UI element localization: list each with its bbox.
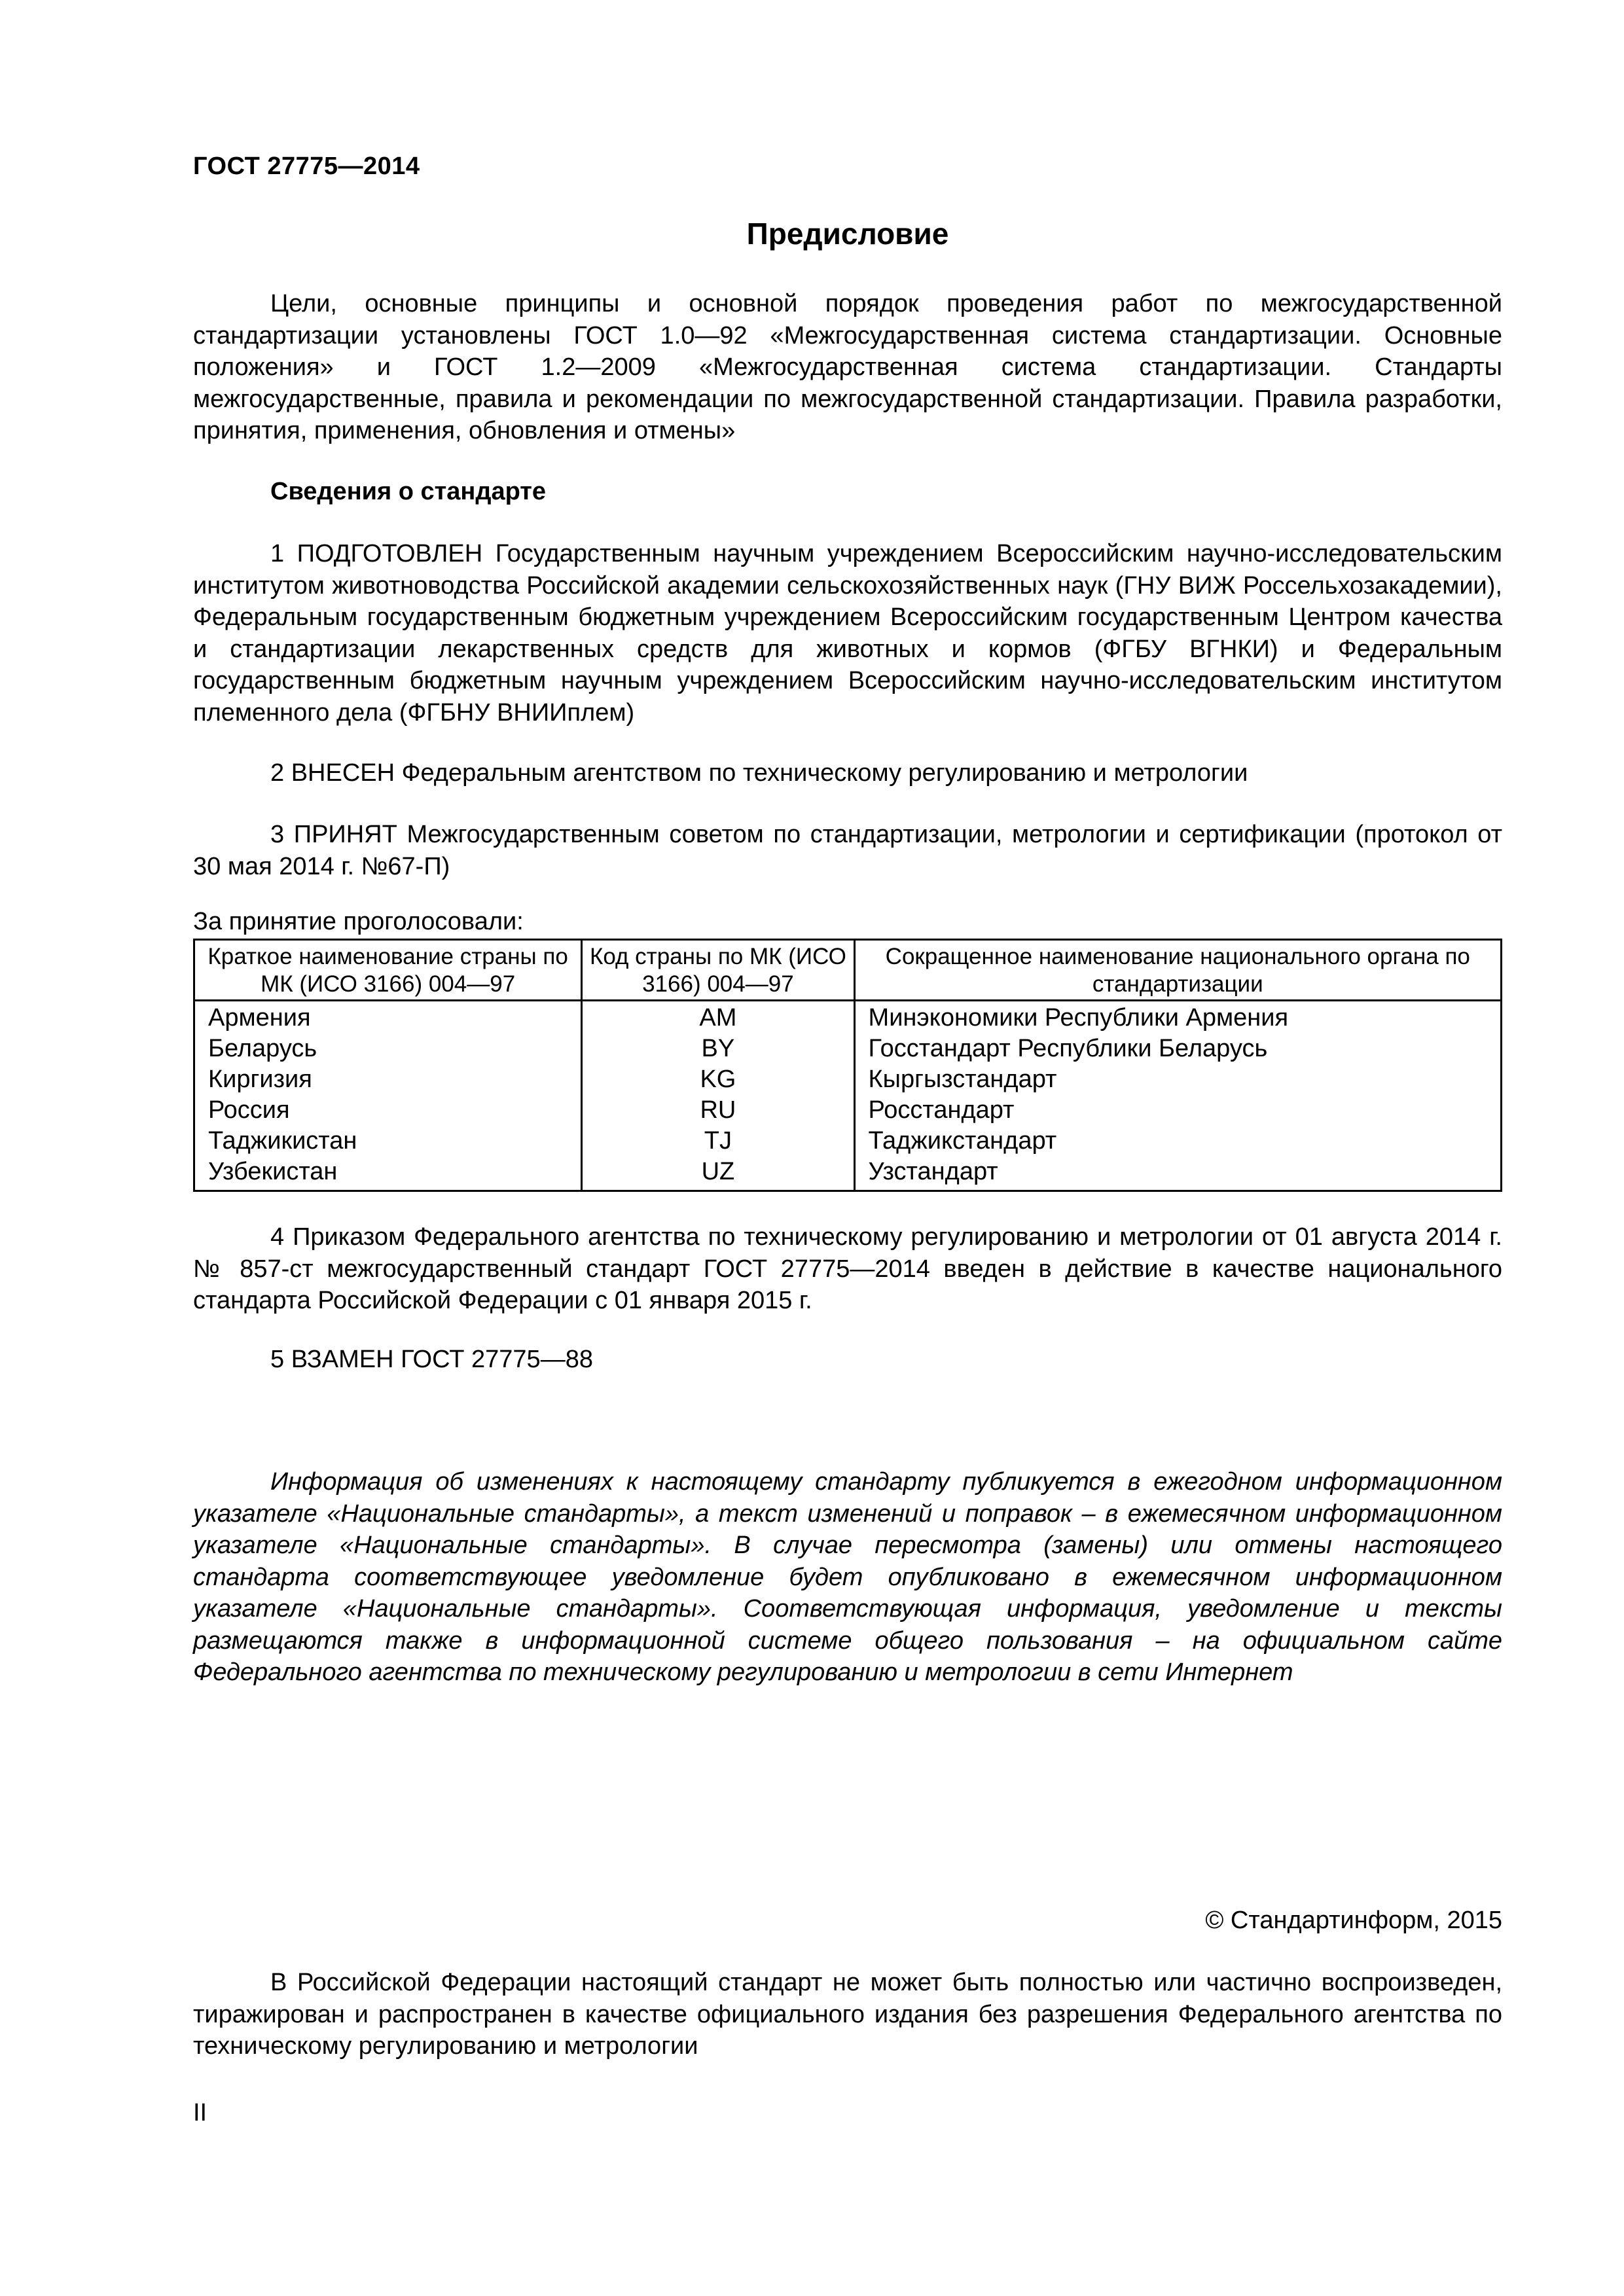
table-row [194, 1157, 1502, 1191]
document-page [193, 0, 1502, 2296]
standard-info-heading: Сведения о стандарте [270, 478, 547, 505]
table-row [194, 1126, 1502, 1157]
table-row [194, 1064, 1502, 1095]
changes-notice: Информация об изменениях к настоящему стандарту публикуется в ежегодном информационном указателе «Национальные стандарты», а текст изменений и поправок – в ежемесячном информационном указателе «Национальные стандарты». В случае пересмотра (замены) или отмены настоящего стандарта соответствующее уведомление будет опубликовано в ежемесячном информационном указателе «Национальные стандарты». Соответствующая информация, уведомление и тексты размещаются также в информационной системе общего пользования – на официальном сайте Федерального агентства по техническому регулированию и метрологии в сети Интернет [193, 1468, 1502, 1686]
intro-paragraph: Цели, основные принципы и основной порядок проведения работ по межгосударственной стандартизации установлены ГОСТ 1.0—92 «Межгосударственная система стандартизации. Основные положения» и ГОСТ 1.2—2009 «Межгосударственная система стандартизации. Стандарты межгосударственные, правила и рекомендации по межгосударственной стандартизации. Правила разработки, принятия, применения, обновления и отмены» [193, 290, 1502, 444]
country-code: RU [582, 1095, 854, 1126]
country-code: KG [582, 1064, 854, 1095]
document-code: ГОСТ 27775—2014 [193, 152, 420, 180]
voting-table [193, 939, 1502, 1192]
page-title: Предисловие [746, 217, 949, 251]
standard-info-item-2: 2 ВНЕСЕН Федеральным агентством по техническому регулированию и метрологии [270, 759, 1248, 787]
country-code: AM [582, 1001, 854, 1034]
standard-info-item-3: 3 ПРИНЯТ Межгосударственным советом по стандартизации, метрологии и сертификации (протокол от 30 мая 2014 г. №67-П) [193, 821, 1502, 880]
national-body: Узстандарт [854, 1157, 1501, 1191]
standard-info-item-1: 1 ПОДГОТОВЛЕН Государственным научным учреждением Всероссийским научно-исследовательским институтом животноводства Российской академии сельскохозяйственных наук (ГНУ ВИЖ Россельхозакадемии), Федеральным государственным бюджетным учреждением Всероссийским государственным Центром качества и стандартизации лекарственных средств для животных и кормов (ФГБУ ВГНКИ) и Федеральным государственным бюджетным научным учреждением Всероссийским научно-исследовательским институтом племенного дела (ФГБНУ ВНИИплем) [193, 540, 1502, 726]
table-row [194, 1095, 1502, 1126]
country-name: Киргизия [194, 1064, 582, 1095]
table-row [194, 1033, 1502, 1064]
page-number: II [193, 2099, 208, 2126]
header-country-name: Краткое наименование страны по МК (ИСО 3166) 004—97 [194, 940, 582, 1001]
country-name: Армения [194, 1001, 582, 1034]
header-country-code: Код страны по МК (ИСО 3166) 004—97 [582, 940, 854, 1001]
standard-info-item-5: 5 ВЗАМЕН ГОСТ 27775—88 [270, 1346, 593, 1373]
table-caption: За принятие проголосовали: [193, 908, 524, 935]
country-name: Узбекистан [194, 1157, 582, 1191]
country-code: UZ [582, 1157, 854, 1191]
national-body: Кыргызстандарт [854, 1064, 1501, 1095]
country-name: Россия [194, 1095, 582, 1126]
national-body: Росстандарт [854, 1095, 1501, 1126]
country-code: TJ [582, 1126, 854, 1157]
copyright-notice: © Стандартинформ, 2015 [1205, 1907, 1502, 1934]
reproduction-notice: В Российской Федерации настоящий стандарт не может быть полностью или частично воспроизведен, тиражирован и распространен в качестве официального издания без разрешения Федерального агентства по техническому регулированию и метрологии [193, 1969, 1502, 2060]
country-code: BY [582, 1033, 854, 1064]
standard-info-item-4: 4 Приказом Федерального агентства по техническому регулированию и метрологии от 01 августа 2014 г. № 857-ст межгосударственный стандарт ГОСТ 27775—2014 введен в действие в качестве национального стандарта Российской Федерации с 01 января 2015 г. [193, 1223, 1502, 1314]
country-name: Таджикистан [194, 1126, 582, 1157]
national-body: Госстандарт Республики Беларусь [854, 1033, 1501, 1064]
table-row [194, 1001, 1502, 1034]
header-national-body: Сокращенное наименование национального органа по стандартизации [854, 940, 1501, 1001]
national-body: Минэкономики Республики Армения [854, 1001, 1501, 1034]
country-name: Беларусь [194, 1033, 582, 1064]
table-header-row [194, 940, 1502, 1001]
national-body: Таджикстандарт [854, 1126, 1501, 1157]
